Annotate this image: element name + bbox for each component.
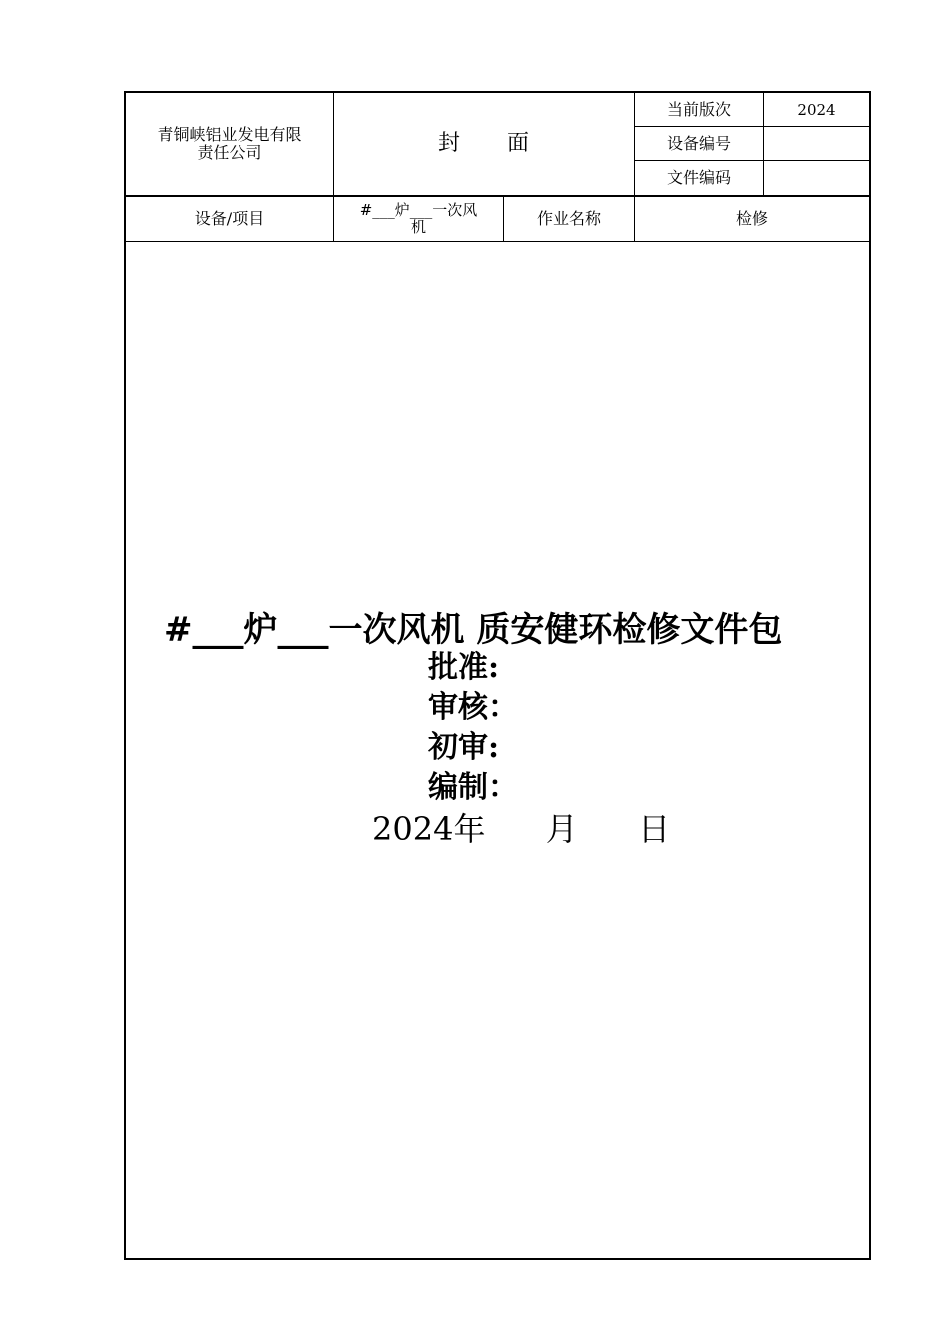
equipment-value[interactable]	[334, 197, 503, 241]
company-name-line2: 责任公司	[197, 143, 262, 162]
cover-frame	[124, 91, 871, 1260]
package-title: #___炉___一次风机 质安健环检修文件包	[164, 610, 783, 650]
equipment-no-value[interactable]	[764, 127, 869, 160]
version-label: 当前版次	[666, 99, 731, 119]
date-line	[372, 811, 670, 847]
job-name-value: 检修	[735, 209, 768, 228]
review-label: 审核：	[428, 690, 518, 725]
date-day: 日	[638, 810, 671, 848]
equipment-no-label: 设备编号	[666, 133, 731, 153]
cover-title-right: 面	[507, 131, 531, 156]
file-code-value[interactable]	[764, 161, 869, 195]
date-year: 2024年	[372, 810, 486, 848]
job-name-label: 作业名称	[536, 209, 601, 228]
version-value: 2024	[797, 100, 836, 119]
compile-label: 编制：	[428, 770, 518, 805]
grid-line	[126, 241, 869, 242]
first-review-label: 初审:	[428, 730, 500, 765]
company-name	[126, 93, 333, 195]
date-month: 月	[545, 810, 578, 848]
approve-label: 批准:	[428, 650, 500, 685]
cover-title-left: 封	[437, 131, 461, 156]
cover-title	[334, 93, 634, 195]
company-name-line1: 青铜峡铝业发电有限	[157, 125, 302, 144]
file-code-label: 文件编码	[666, 168, 731, 187]
equipment-value-line1: #___炉___一次风	[359, 201, 478, 219]
equipment-label: 设备/项目	[194, 209, 265, 228]
equipment-value-line2: 机	[410, 218, 426, 236]
